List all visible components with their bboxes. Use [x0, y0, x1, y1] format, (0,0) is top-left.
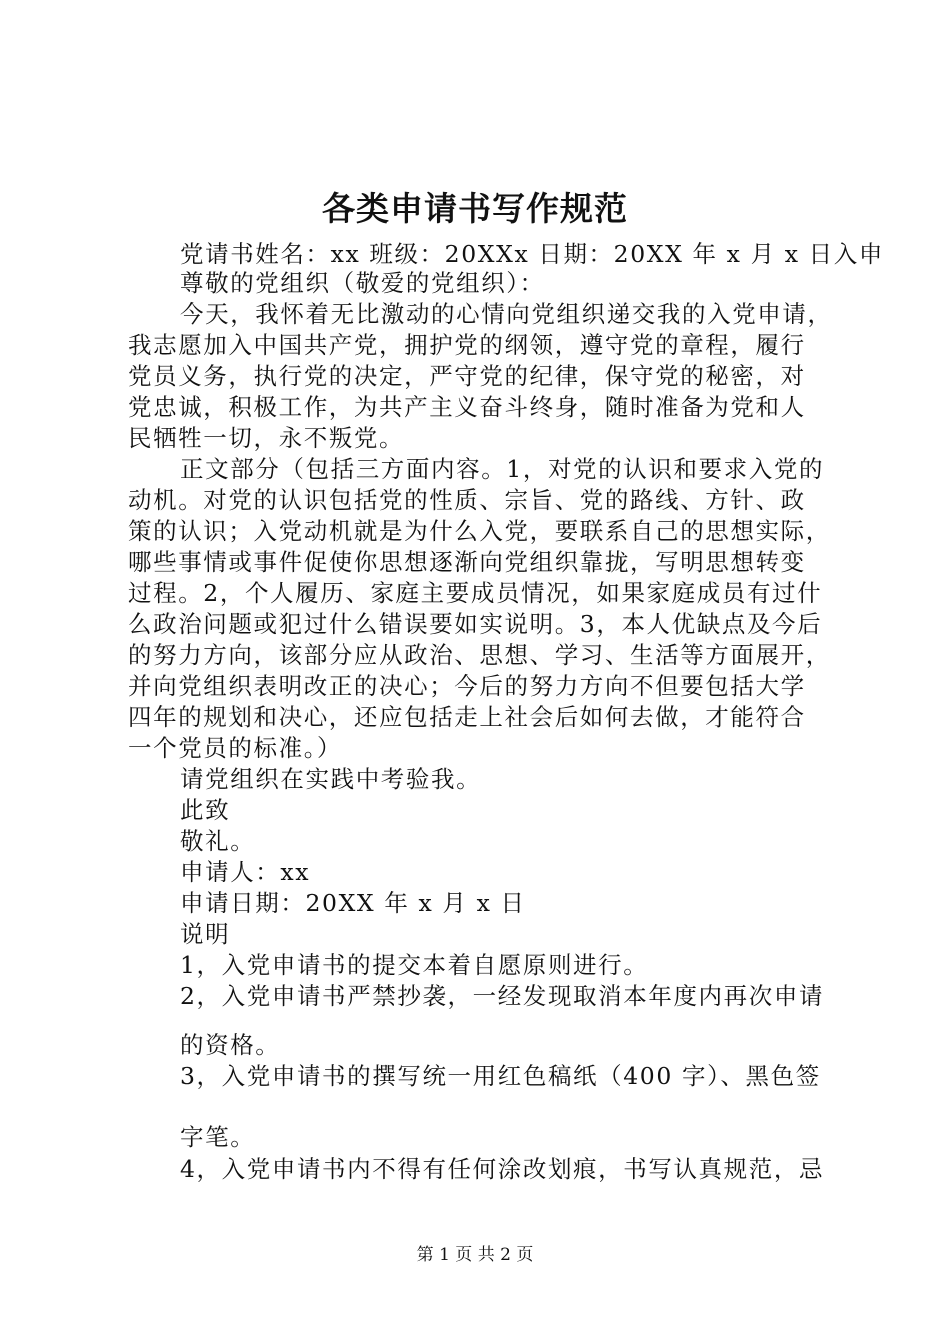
closing-line: 此致 — [180, 796, 231, 824]
document-title: 各类申请书写作规范 — [322, 189, 628, 228]
paragraph-line: 哪些事情或事件促使你思想逐渐向党组织靠拢，写明思想转变 — [128, 548, 806, 576]
note-item: 1，入党申请书的提交本着自愿原则进行。 — [180, 951, 649, 979]
paragraph-line: 策的认识；入党动机就是为什么入党，要联系自己的思想实际， — [128, 517, 831, 545]
paragraph-line: 一个党员的标准。） — [128, 734, 343, 762]
paragraph-line: 四年的规划和决心，还应包括走上社会后如何去做，才能符合 — [128, 703, 806, 731]
note-item: 3，入党申请书的撰写统一用红色稿纸（400 字）、黑色签 — [180, 1062, 821, 1090]
page-footer: 第 1 页 共 2 页 — [416, 1245, 534, 1265]
paragraph-line: 过程。2，个人履历、家庭主要成员情况，如果家庭成员有过什 — [128, 579, 823, 607]
paragraph-line: 的努力方向，该部分应从政治、思想、学习、生活等方面展开， — [128, 641, 831, 669]
date-line: 申请日期：20XX 年 x 月 x 日 — [180, 889, 526, 917]
paragraph-line: 党员义务，执行党的决定，严守党的纪律，保守党的秘密，对 — [128, 362, 806, 390]
paragraph-line: 党忠诚，积极工作，为共产主义奋斗终身，随时准备为党和人 — [128, 393, 806, 421]
paragraph-line: 我志愿加入中国共产党，拥护党的纲领，遵守党的章程，履行 — [128, 331, 806, 359]
paragraph-line: 并向党组织表明改正的决心；今后的努力方向不但要包括大学 — [128, 672, 806, 700]
header-info-line: 党请书姓名：xx 班级：20XXx 日期：20XX 年 x 月 x 日入申 — [180, 240, 884, 268]
note-item: 4，入党申请书内不得有任何涂改划痕，书写认真规范，忌 — [180, 1155, 825, 1183]
applicant-line: 申请人：xx — [180, 858, 311, 886]
closing-line: 请党组织在实践中考验我。 — [180, 765, 482, 793]
paragraph-line: 正文部分（包括三方面内容。1，对党的认识和要求入党的 — [180, 455, 825, 483]
paragraph-line: 民牺牲一切，永不叛党。 — [128, 424, 405, 452]
paragraph-line: 动机。对党的认识包括党的性质、宗旨、党的路线、方针、政 — [128, 486, 806, 514]
notes-heading: 说明 — [180, 920, 231, 948]
note-item-continued: 字笔。 — [180, 1123, 256, 1151]
closing-line: 敬礼。 — [180, 827, 256, 855]
note-item: 2，入党申请书严禁抄袭，一经发现取消本年度内再次申请 — [180, 982, 825, 1010]
paragraph-line: 今天，我怀着无比激动的心情向党组织递交我的入党申请， — [180, 300, 833, 328]
salutation-line: 尊敬的党组织（敬爱的党组织）： — [180, 269, 545, 297]
paragraph-line: 么政治问题或犯过什么错误要如实说明。3，本人优缺点及今后 — [128, 610, 823, 638]
note-item-continued: 的资格。 — [180, 1031, 281, 1059]
